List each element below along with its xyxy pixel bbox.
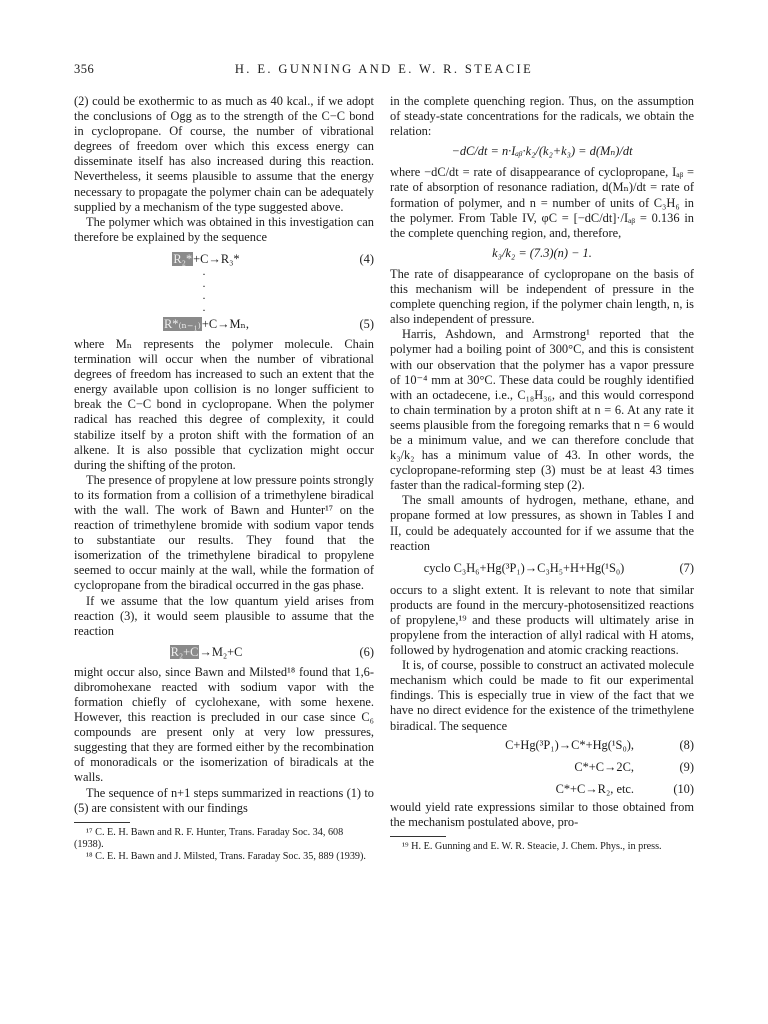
equation-8-text: C+Hg(³P₁)→C*+Hg(¹S₀),	[505, 737, 634, 752]
equation-10-number: (10)	[673, 781, 694, 796]
equation-9-number: (9)	[679, 759, 694, 774]
equation-4-highlight: R₂*	[173, 251, 193, 266]
equation-9	[390, 756, 694, 778]
equation-5	[74, 316, 374, 333]
equation-5-number: (5)	[359, 316, 374, 331]
left-paragraph-3: where Mₙ represents the polymer molecule. Chain termination will occur when the number of vibrational degrees of freedom has increased to such an extent that the energy available upon collision is no longer sufficient to break the C−C bond in cyclopropane. When the polymer radical has reached this degree of complexity, it could stabilize itself by a proton shift with the formation of an alkene. It is also possible that cyclization might occur during the shifting of the proton.	[74, 336, 374, 472]
right-paragraph-6: occurs to a slight extent. It is relevant to note that similar products are found in the mercury-photosensitized reactions of propylene,¹⁹ and these products will ultimately arise in propylene from the interaction of allyl radical with H atoms, followed by hydrogenation and atomic cracking reactions.	[390, 582, 694, 658]
equation-6-text: →M₂+C	[199, 644, 243, 659]
running-head: H. E. GUNNING AND E. W. R. STEACIE	[234, 62, 534, 76]
equation-5-text: +C→Mₙ,	[201, 316, 249, 331]
equation-7	[390, 560, 694, 577]
equation-9-text: C*+C→2C,	[574, 759, 634, 774]
equation-8-number: (8)	[679, 737, 694, 752]
left-column	[74, 94, 374, 863]
equation-8	[390, 734, 694, 756]
equation-10	[390, 778, 694, 800]
footnote-rule	[74, 822, 130, 823]
right-paragraph-4: Harris, Ashdown, and Armstrong¹ reported that the polymer had a boiling point of 300°C, and this is consistent with our observation that the polymer has a vapor pressure of 10⁻⁴ mm at 30°C. These data could be roughly identified with an octadecene, i.e., C₁₈H₃₆, and this would correspond to chain termination by a proton shift at n = 6. At any rate it seems plausible from the foregoing remarks that n = 6 would be a minimum value, and we can therefore conclude that k₃/k₂ has a minimum value of 43. In other words, the cyclopropane-reforming step (3) must be at least 43 times faster than the radical-forming step (2).	[390, 327, 694, 493]
right-column	[390, 94, 694, 853]
equation-10-text: C*+C→R₂, etc.	[555, 781, 634, 796]
footnote-19: ¹⁹ H. E. Gunning and E. W. R. Steacie, J. Chem. Phys., in press.	[402, 840, 662, 852]
right-paragraph-8: would yield rate expressions similar to those obtained from the mechanism postulated above, pro-	[390, 799, 694, 829]
page-header	[74, 62, 694, 78]
right-paragraph-2: where −dC/dt = rate of disappearance of cyclopropane, Iₐᵦ = rate of absorption of resonance radiation, d(Mₙ)/dt = rate of formation of polymer, and n = number of units of C₃H₆ in the polymer. From Table IV, φC = [−dC/dt]·/Iₐᵦ = 0.136 in the complete quenching region, and, therefore,	[390, 165, 694, 240]
equation-4-text: +C→R₃*	[193, 251, 240, 266]
left-paragraph-4: The presence of propylene at low pressure points strongly to its formation from a collision of a trimethylene biradical with the wall. The work of Bawn and Hunter¹⁷ on the reaction of trimethylene bromide with sodium vapor tends to substantiate our results. They found that the isomerization of the trimethylene biradical to propylene seemed to occur mainly at the wall, while the formation of cyclopropane from the biradical occurred in the gas phase.	[74, 472, 374, 593]
right-paragraph-7: It is, of course, possible to construct an activated molecule mechanism which could be made to fit our experimental findings. This is especially true in view of the fact that we have no direct evidence for the existence of the trimethylene biradical. The sequence	[390, 658, 694, 733]
footnote-rule-right	[390, 836, 446, 837]
page-number: 356	[74, 62, 95, 76]
equation-6-highlight: R₂+C	[170, 644, 199, 659]
right-paragraph-5: The small amounts of hydrogen, methane, ethane, and propane formed at low pressures, as shown in Tables I and II, could be adequately accounted for if we assume that the reaction	[390, 493, 694, 553]
left-paragraph-5: If we assume that the low quantum yield arises from reaction (3), it would seem plausible to assume that the reaction	[74, 593, 374, 638]
ratio-equation: k₃/k₂ = (7.3)(n) − 1.	[492, 245, 592, 260]
equation-7-number: (7)	[679, 560, 694, 575]
equation-6	[74, 644, 374, 661]
rate-equation: −dC/dt = n·Iₐᵦ·k₂/(k₂+k₃) = d(Mₙ)/dt	[451, 144, 633, 159]
left-paragraph-7: The sequence of n+1 steps summarized in reactions (1) to (5) are consistent with our findings	[74, 785, 374, 815]
equation-5-highlight: R*₍ₙ₋₁₎	[164, 316, 201, 331]
left-paragraph-2: The polymer which was obtained in this investigation can therefore be explained by the sequence	[74, 214, 374, 244]
right-paragraph-3: The rate of disappearance of cyclopropane on the basis of this mechanism will be independent of pressure in the complete quenching region, if the polymer chain length, n, is also independent of pressure.	[390, 266, 694, 327]
equation-4	[74, 251, 374, 268]
continuation-dots: · · · ·	[202, 266, 206, 317]
equation-7-text: cyclo C₃H₆+Hg(³P₁)→C₃H₅+H+Hg(¹S₀)	[423, 560, 625, 575]
right-paragraph-1: in the complete quenching region. Thus, on the assumption of steady-state concentrations for the radicals, we obtain the relation:	[390, 94, 694, 139]
left-paragraph-1: (2) could be exothermic to as much as 40 kcal., if we adopt the conclusions of Ogg as to the strength of the C−C bond in cyclopropane. Of course, the number of vibrational degrees of freedom over which this excess energy can disseminate itself has also increased during this reaction. Nevertheless, it seems plausible to assume that the energy necessary to propagate the polymer chain can be adequately supplied by a mechanism of the type suggested above.	[74, 94, 374, 214]
footnote-17: ¹⁷ C. E. H. Bawn and R. F. Hunter, Trans. Faraday Soc. 34, 608 (1938).	[74, 826, 344, 850]
left-paragraph-6: might occur also, since Bawn and Milsted¹⁸ found that 1,6-dibromohexane reacted with sodium vapor with the formation chiefly of cyclohexane, with some hexene. However, this reaction is precluded in our case since C₆ compounds are present only at very low pressures, suggesting that they are formed either by the recombination of monoradicals or the isomerization of biradicals at the walls.	[74, 664, 374, 785]
equation-6-number: (6)	[359, 644, 374, 659]
equation-4-number: (4)	[359, 251, 374, 266]
footnote-18: ¹⁸ C. E. H. Bawn and J. Milsted, Trans. Faraday Soc. 35, 889 (1939).	[86, 850, 366, 862]
